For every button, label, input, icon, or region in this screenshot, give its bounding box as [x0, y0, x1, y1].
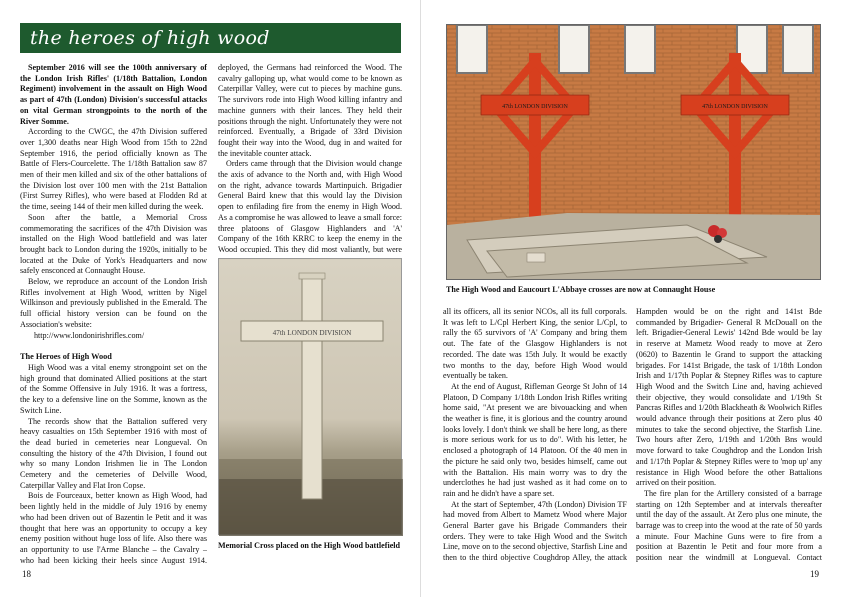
left-column-1: [20, 63, 207, 565]
photo-caption: Memorial Cross placed on the High Wood battlefield: [218, 541, 401, 550]
wooden-cross-image: [219, 259, 403, 536]
cross-inscription: 47th LONDON DIVISION: [502, 104, 568, 110]
paragraph: The fire plan for the Artillery consisted of a barrage starting on 12th September and at intervals thereafter until the day of the assault. At Zero plus one minute, the barrage was to creep into the wood at the rate of 50 yards a minute. Four Machine Guns were to fire from a position at Bazentin le Petit and four more from a position near the windmill at Longueval. Contact: [636, 488, 822, 563]
paragraph: Orders came through that the Division would change the axis of advance to the North and, with High Wood on the right, advance towards Martinpuich. Brigadier General Baird knew that this would lay the Division open to enfilading fire from the enemy in High Wood. As a compromise he was allowed to leave a small force: three platoons of Glasgow Highlanders and 'A' Company of the 16th KRRC to keep the enemy in the Wood occupied. This they did most valiantly, but were: [218, 159, 402, 253]
paragraph: Below, we reproduce an account of the London Irish Rifles involvement at High Wood, written by Nigel Wilkinson and previously published in the Emerald. The full official history version can be found on the Association's website:: [20, 277, 207, 329]
website-link[interactable]: http://www.londonirishrifles.com/: [34, 330, 145, 340]
paragraph: Hampden would be on the right and 141st Bde commanded by Brigadier- General R McDouall on the left. Brigadier-General Lewis' 142nd Bde would be lay in reserve at Mametz Wood ready to move at Zero (0620) to Bazentin le Grand to support the attacking brigades. For 141st Brigade, the task of 1/18th London Irish and 1/17th Poplar & Stepney Rifles was to capture High Wood and the Switch Line and, having achieved their objective, they would consolidate and 1/19th St Pancras Rifles and 1/20th Blackheath & Woolwich Rifles would advance through their positions at Zero plus 40 minutes to take the second objective, the Starfish Line. Two hours after Zero, 1/19th and 1/20th Bns would move forward to take Coughdrop and the London Irish and 1/17th Poplar & Stepney Rifles were to 'mop up' any resistance in High Wood before the other Battalions arrived on their position.: [636, 307, 822, 488]
right-column-1: [443, 307, 627, 565]
paragraph: According to the CWGC, the 47th Division suffered over 1,300 deaths near High Wood from 15th to 22nd September 1916, the period officially known as The Battle of Flers-Courcelette. The 1/18th Battalion saw 87 men of their men killed and six of the other battalions of the Division lost over 100 men with the 21st Battalion (First Surrey Rifles), who were based at Flodden Rd at the time, seeing 144 of their men killed during the week.: [20, 127, 207, 212]
connaught-house-crosses-photo: [446, 24, 821, 280]
paragraph: High Wood was a vital enemy strongpoint set on the high ground that dominated Allied positions at the start of the Somme Offensive in July 1916. It was a fortress, the key to a defensive line on the Somme, known as the Switch Line.: [20, 362, 207, 415]
red-crosses-image: [447, 25, 821, 280]
section-heading: The Heroes of High Wood: [20, 352, 112, 362]
paragraph: The records show that the Battalion suffered very heavy casualties on 15th September 1916 with most of the dead buried in cemeteries near Longueval. On consulting the history of the 47th Division, I found out why so many London Irishmen lie in The London Cemetery and the cemeteries of Delville Wood, Caterpillar Valley and Flat Iron Copse.: [20, 416, 207, 490]
paragraph: Bois de Fourceaux, better known as High Wood, had been lightly held in the middle of July 1916 by enemy who had been driven out of Bazentin le Petit and it was thought that here was an opportunity to occupy a key enemy position without huge loss of life. Also there was an opportunity to use l'Arme Blanche – the Cavalry – who had been kicking their heels since August 1914.: [20, 491, 207, 565]
cross-inscription: 47th LONDON DIVISION: [702, 104, 768, 110]
paragraph: deployed, the Germans had reinforced the Wood. The cavalry galloping up, what would come to be known as Caterpillar Valley, were cut to pieces by machine guns. The survivors rode into High Wood killing infantry and machine gunners with their lances. They held their positions through the night. Unfortunately they were not reinforced. Eventually, a Brigade of 33rd Division fought their way into the Wood, dug in and waited for the inevitable counter attack.: [218, 63, 402, 158]
page-number: 18: [22, 569, 31, 579]
lead-paragraph: September 2016 will see the 100th anniversary of the London Irish Rifles' (1/18th Battalion, London Regiment) involvement in the assault on High Wood as part of 47th (London) Division's successful attacks on vital German strongpoints to the north of the River Somme.: [20, 63, 207, 126]
right-column-2: [636, 307, 822, 565]
photo-caption: The High Wood and Eaucourt L'Abbaye crosses are now at Connaught House: [446, 285, 716, 294]
article-banner: the heroes of high wood: [20, 23, 401, 53]
left-column-2: [218, 63, 402, 253]
memorial-cross-photo: [218, 258, 402, 535]
page-number: 19: [810, 569, 819, 579]
paragraph: At the end of August, Rifleman George St John of 14 Platoon, D Company 1/18th London Irish Rifles writing home said, "At present we are bivouacking and when the weather is fine, it is glorious and the country around looks lovely. I don't think we shall be here long, as there is more serious work for us to do". With his letter, he enclosed a photograph of 14 Platoon. Of the 40 men in the picture he said only two, besides himself, came out with the Battalion. His main worry was to dry the underclothes he had just washed as it had come on to rain and he didn't have a spare set.: [443, 381, 627, 498]
paragraph: At the start of September, 47th (London) Division TF had moved from Albert to Mametz Wood where Major General Barter gave his Brigade Commanders their orders. They were to take High Wood and the Switch Line, move on to the second objective, Starfish Line and then to the third objective Coughdrop Alley, the attack: [443, 499, 627, 563]
paragraph: all its officers, all its senior NCOs, all its full corporals. It was left to L/Cpl Herbert King, the senior L/Cpl, to rally the 65 survivors of 'A' Company and bring them out. The fate of the Glasgow Highlanders is not recorded. The date was 15th July. It would be exactly two months to the day, before High Wood would eventually be taken.: [443, 307, 627, 381]
cross-inscription: 47th LONDON DIVISION: [272, 329, 352, 337]
right-page: [421, 0, 842, 597]
paragraph: Soon after the battle, a Memorial Cross commemorating the sacrifices of the 47th Division was installed on the High Wood battlefield and was later brought back to London during the 1920s, initially to be located at the Duke of York's Headquarters and now safely ensconced at Connaught House.: [20, 212, 207, 276]
